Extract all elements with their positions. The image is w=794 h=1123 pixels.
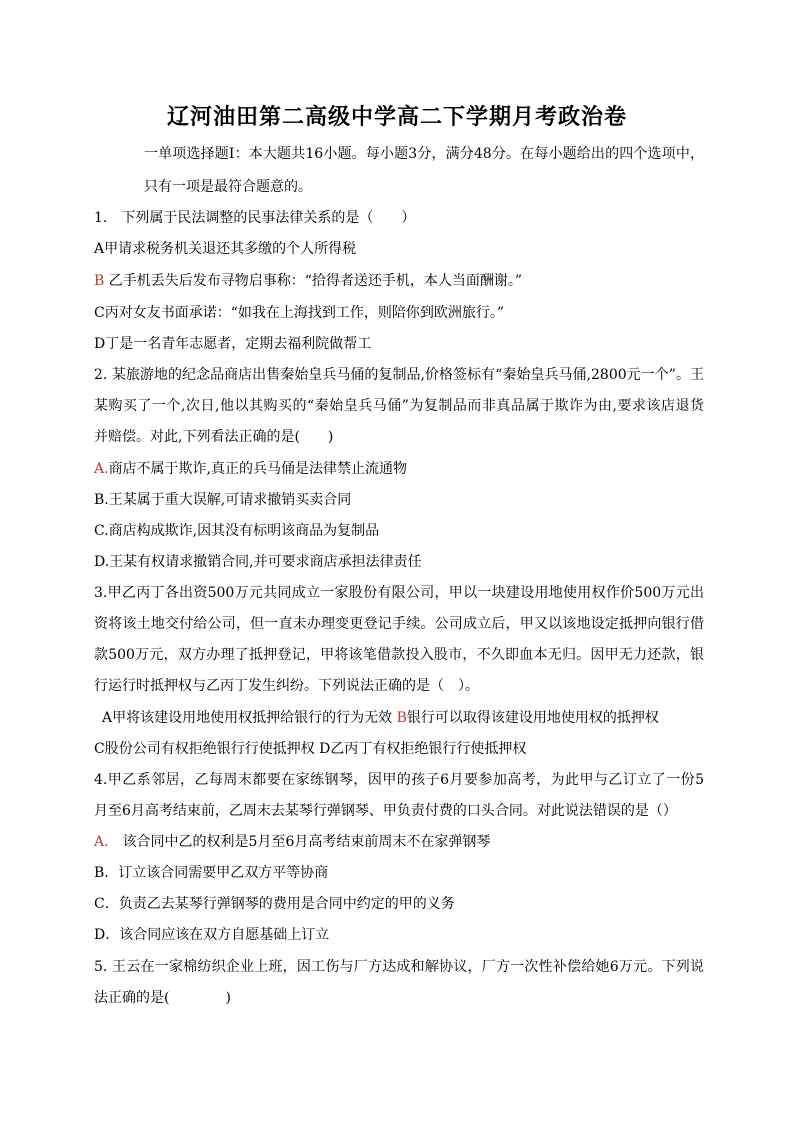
instruction-line-1: 一单项选择题Ⅰ：本大题共16小题。每小题3分，满分48分。在每小题给出的四个选项中， [144, 146, 704, 162]
q1-number: 1. [94, 210, 108, 226]
q2-stem-line-3: 并赔偿。对此,下列看法正确的是( ) [94, 429, 334, 445]
q3-option-a-letter: A [102, 710, 113, 726]
q4-option-d: D．该合同应该在双方自愿基础上订立 [94, 927, 330, 943]
q4-stem-line-2: 月至6月高考结束前，乙周末去某琴行弹钢琴、甲负责付费的口头合同。对此说法错误的是（） [94, 803, 677, 819]
q3-option-a-text: 甲将该建设用地使用权抵押给银行的行为无效 [112, 710, 393, 726]
q1-option-b [94, 270, 704, 290]
q1-option-c [94, 302, 704, 322]
q2-option-d: D.王某有权请求撤销合同,并可要求商店承担法律责任 [94, 554, 422, 570]
q5-stem-line-1: 5. 王云在一家棉纺织企业上班，因工伤与厂方达成和解协议，厂方一次性补偿给她6万元。下列说 [94, 959, 704, 975]
q3-stem-line-3: 款500万元，双方办理了抵押登记，甲将该笔借款投入股市，不久即血本无归。因甲无力还款，银 [94, 647, 704, 663]
q3-stem-line-2: 资将该土地交付给公司，但一直未办理变更登记手续。公司成立后，甲又以该地设定抵押向银行借 [94, 616, 704, 632]
q1-option-d-text: 丁是一名青年志愿者，定期去福利院做帮工 [105, 336, 372, 352]
q1-option-c-text: 丙对女友书面承诺：“如我在上海找到工作，则陪你到欧洲旅行。” [104, 305, 505, 321]
q1-stem-text: 下列属于民法调整的民事法律关系的是（ ） [121, 210, 416, 226]
q4-option-a-letter: A. [94, 834, 109, 850]
q1-option-c-letter: C [94, 305, 105, 321]
q3-option-b-text: 银行可以取得该建设用地使用权的抵押权 [406, 710, 659, 726]
q2-option-a-letter: A. [94, 461, 109, 477]
q2-stem-line-2: 某购买了一个,次日,他以其购买的“秦始皇兵马俑”为复制品而非真品属于欺诈为由,要求该店退货 [94, 398, 704, 414]
q4-stem-line-1: 4.甲乙系邻居，乙每周末都要在家练钢琴，因甲的孩子6月要参加高考，为此甲与乙订立了一份5 [94, 772, 704, 788]
page-title: 辽河油田第二高级中学高二下学期月考政治卷 [166, 104, 627, 130]
instruction-line-2: 只有一项是最符合题意的。 [144, 179, 312, 195]
q1-option-d [94, 333, 704, 353]
q2-stem-line-1: 2. 某旅游地的纪念品商店出售秦始皇兵马俑的复制品,价格签标有“秦始皇兵马俑,2800元一个”。王 [94, 367, 704, 383]
q4-option-a-text: 该合同中乙的权利是5月至6月高考结束前周末不在家弹钢琴 [122, 834, 491, 850]
q4-option-c: C．负责乙去某琴行弹钢琴的费用是合同中约定的甲的义务 [94, 896, 455, 912]
q3-option-b-letter: B [396, 710, 407, 726]
q1-option-a-letter: A [94, 241, 105, 257]
q3-options-ab [102, 707, 712, 727]
q3-option-c: C股份公司有权拒绝银行行使抵押权 [94, 741, 315, 757]
q3-options-cd [94, 738, 704, 758]
q4-option-a [94, 831, 704, 851]
q2-option-c: C.商店构成欺诈,因其没有标明该商品为复制品 [94, 523, 380, 539]
q2-option-b: B.王某属于重大误解,可请求撤销买卖合同 [94, 492, 352, 508]
q1-option-a [94, 238, 704, 258]
q2-option-a [94, 458, 704, 478]
q3-option-d: D乙丙丁有权拒绝银行行使抵押权 [319, 741, 527, 757]
q1-option-b-text: 乙手机丢失后发布寻物启事称：“拾得者送还手机，本人当面酬谢。” [104, 273, 523, 289]
q3-stem-line-4: 行运行时抵押权与乙丙丁发生纠纷。下列说法正确的是（ ）。 [94, 678, 479, 694]
q4-option-b: B．订立该合同需要甲乙双方平等协商 [94, 865, 329, 881]
q1-option-d-letter: D [94, 336, 106, 352]
q1-option-b-letter: B [94, 273, 105, 289]
q3-stem-line-1: 3.甲乙丙丁各出资500万元共同成立一家股份有限公司，甲以一块建设用地使用权作价500万元出 [94, 585, 704, 601]
q1-stem [94, 207, 704, 227]
q5-stem-line-2: 法正确的是( ) [94, 990, 231, 1006]
q1-option-a-text: 甲请求税务机关退还其多缴的个人所得税 [104, 241, 357, 257]
q2-option-a-text: 商店不属于欺诈,真正的兵马俑是法律禁止流通物 [108, 461, 408, 477]
